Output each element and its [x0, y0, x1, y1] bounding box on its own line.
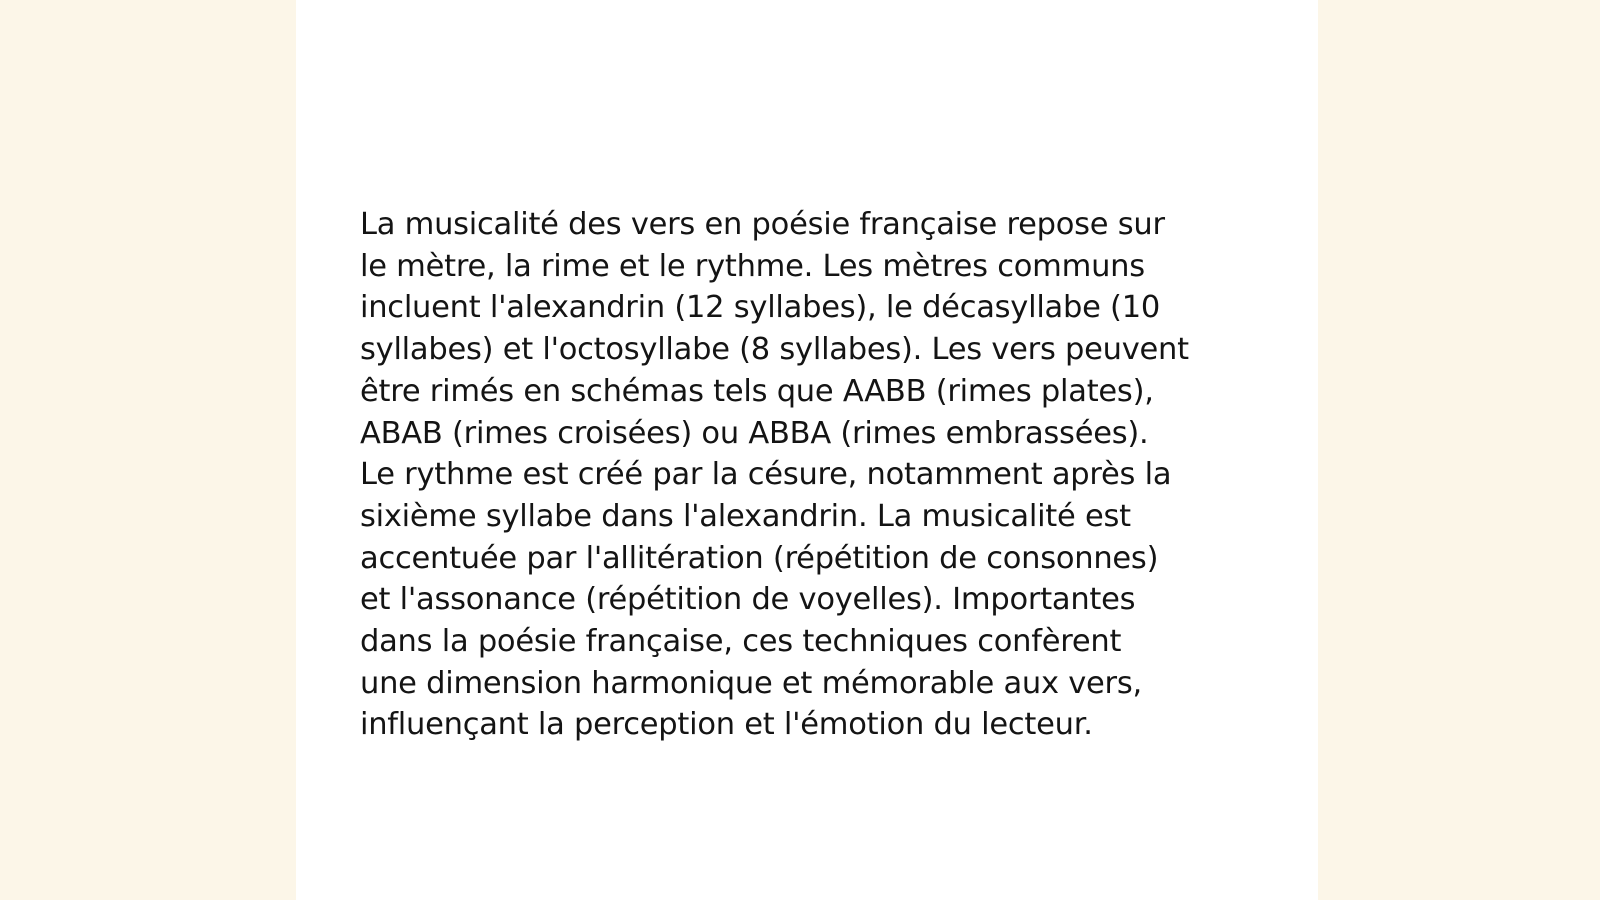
text-line: le mètre, la rime et le rythme. Les mètres communs — [360, 248, 1145, 284]
text-line: syllabes) et l'octosyllabe (8 syllabes). Les vers peuvent — [360, 332, 1189, 368]
document-page — [296, 0, 1318, 900]
text-line: ABAB (rimes croisées) ou ABBA (rimes embrassées). — [360, 415, 1149, 451]
text-line: et l'assonance (répétition de voyelles). Importantes — [360, 582, 1136, 618]
text-line: dans la poésie française, ces techniques confèrent — [360, 624, 1122, 660]
text-line: être rimés en schémas tels que AABB (rimes plates), — [360, 373, 1154, 409]
text-line: incluent l'alexandrin (12 syllabes), le décasyllabe (10 — [360, 290, 1161, 326]
text-line: une dimension harmonique et mémorable aux vers, — [360, 665, 1142, 701]
body-paragraph — [360, 204, 1240, 746]
text-line: Le rythme est créé par la césure, notamment après la — [360, 457, 1172, 493]
text-line: sixième syllabe dans l'alexandrin. La musicalité est — [360, 498, 1131, 534]
text-line: La musicalité des vers en poésie française repose sur — [360, 207, 1165, 242]
text-line: accentuée par l'allitération (répétition de consonnes) — [360, 540, 1159, 576]
text-line: influençant la perception et l'émotion du lecteur. — [360, 707, 1093, 743]
